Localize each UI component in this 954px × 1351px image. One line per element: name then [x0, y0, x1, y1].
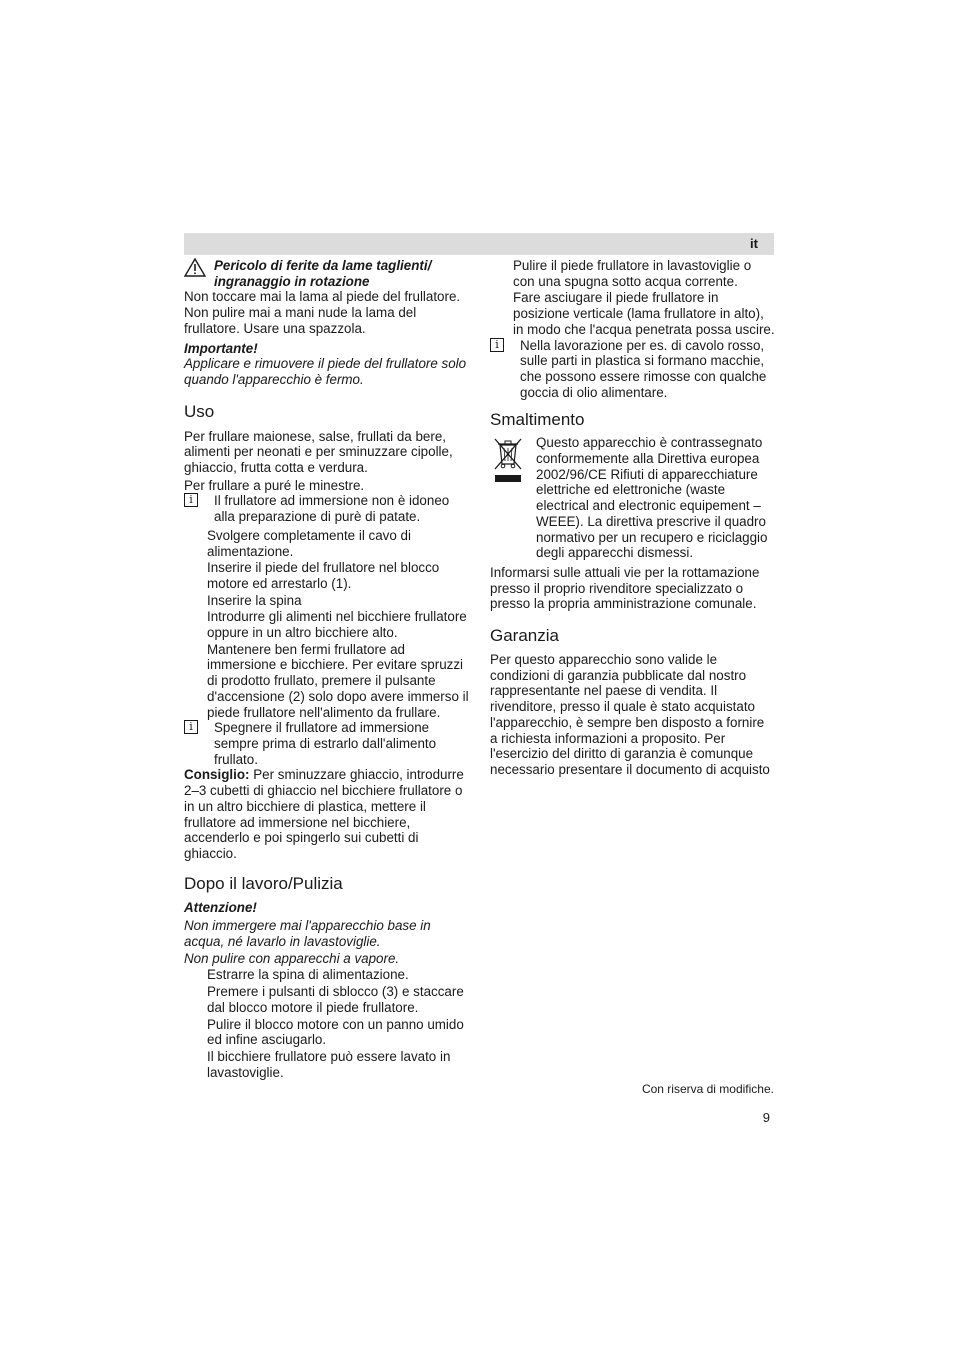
left-column — [184, 258, 469, 1080]
info-note — [184, 720, 469, 767]
disposal-text: Questo apparecchio è contrassegnato conformemente alla Direttiva europea 2002/96/CE Rifiuti di apparecchiature elettriche ed elettroniche (waste electrical and electronic equipement – WEEE). La direttiva prescrive il quadro normativo per un recupero e riciclaggio degli apparecchi dismessi. — [536, 435, 768, 561]
disposal-info: Informarsi sulle attuali vie per la rottamazione presso il proprio rivenditore specializzato o presso la propria amministrazione comunale. — [490, 564, 760, 612]
step: Inserire il piede del frullatore nel blocco motore ed arrestarlo (1). — [207, 560, 440, 591]
info-text: Spegnere il frullatore ad immersione sempre prima di estrarlo dall'alimento frullato. — [214, 720, 437, 767]
tip-text: Per sminuzzare ghiaccio, introdurre 2–3 cubetti di ghiaccio nel bicchiere frullatore o in un altro bicchiere di plastica, mettere il frullatore ad immersione nel bicchiere, accenderlo e poi spingerlo sui cubetti di ghiaccio. — [184, 767, 464, 861]
page-number: 9 — [762, 1110, 770, 1125]
step: Pulire il blocco motore con un panno umido ed infine asciugarlo. — [207, 1016, 464, 1048]
step: Inserire la spina — [207, 592, 302, 608]
right-column — [490, 258, 775, 778]
tip-label: Consiglio: — [184, 767, 250, 783]
tip-paragraph — [184, 767, 469, 861]
attention-text: Non pulire con apparecchi a vapore. — [184, 950, 400, 966]
language-bar — [184, 233, 774, 255]
info-icon — [184, 493, 198, 507]
step: Svolgere completamente il cavo di alimentazione. — [207, 527, 411, 559]
crossed-bin-icon — [492, 434, 524, 484]
step: Il bicchiere frullatore può essere lavato in lavastoviglie. — [207, 1048, 451, 1080]
attention-text: Non immergere mai l'apparecchio base in acqua, né lavarlo in lavastoviglie. — [184, 918, 431, 950]
weee-block — [490, 435, 775, 561]
step: Estrarre la spina di alimentazione. — [207, 967, 409, 983]
info-text: Il frullatore ad immersione non è idoneo alla preparazione di purè di patate. — [214, 493, 450, 525]
section-title-disposal: Smaltimento — [490, 410, 585, 430]
info-icon — [490, 338, 504, 352]
step: Mantenere ben fermi frullatore ad immersione e bicchiere. Per evitare spruzzi di prodotto frullato, premere il pulsante d'accensione (2) solo dopo avere immerso il piede frullatore nell'alimento da frullare. — [207, 641, 469, 720]
uso-pure: Per frullare a puré le minestre. — [184, 477, 365, 493]
warning-triangle-icon — [184, 258, 206, 277]
footer-note: Con riserva di modifiche. — [641, 1082, 774, 1096]
attention-label: Attenzione! — [184, 899, 257, 915]
warning-title: Pericolo di ferite da lame taglienti/ ingranaggio in rotazione — [214, 258, 432, 289]
important-text: Applicare e rimuovere il piede del frullatore solo quando l'apparecchio è fermo. — [184, 356, 467, 387]
info-note — [490, 338, 775, 401]
step: Introdurre gli alimenti nel bicchiere frullatore oppure in un altro bicchiere alto. — [207, 609, 467, 641]
info-text: Nella lavorazione per es. di cavolo rosso, sulle parti in plastica si formano macchie, che possono essere rimosse con qualche goccia di olio alimentare. — [520, 337, 767, 400]
info-note — [184, 493, 469, 524]
warranty-text: Per questo apparecchio sono valide le condizioni di garanzia pubblicate dal nostro rappresentante nel paese di vendita. Il rivenditore, presso il quale è stato acquistato l'apparecchio, è sempre ben disposto a fornire a richiesta informazioni a proposito. Per l'esercizio del diritto di garanzia è comunque necessario presentare il documento di acquisto — [490, 652, 770, 777]
important-label: Importante! — [184, 340, 258, 356]
step: Premere i pulsanti di sblocco (3) e staccare dal blocco motore il piede frullatore. — [207, 984, 464, 1015]
warning-block — [184, 258, 469, 289]
section-title-uso: Uso — [184, 401, 215, 421]
section-title-warranty: Garanzia — [490, 626, 559, 646]
info-icon — [184, 720, 198, 734]
cleaning-continued: Fare asciugare il piede frullatore in posizione verticale (lama frullatore in alto), in modo che l'acqua penetrata possa uscire. — [513, 290, 775, 337]
language-label: it — [750, 236, 758, 251]
warning-text: Non toccare mai la lama al piede del frullatore. Non pulire mai a mani nude la lama del frullatore. Usare una spazzola. — [184, 289, 461, 336]
section-title-cleaning: Dopo il lavoro/Pulizia — [184, 873, 343, 893]
cleaning-continued: Pulire il piede frullatore in lavastoviglie o con una spugna sotto acqua corrente. — [513, 258, 752, 289]
uso-intro: Per frullare maionese, salse, frullati da bere, alimenti per neonati e per sminuzzare cipolle, ghiaccio, frutta cotta e verdura. — [184, 428, 453, 476]
